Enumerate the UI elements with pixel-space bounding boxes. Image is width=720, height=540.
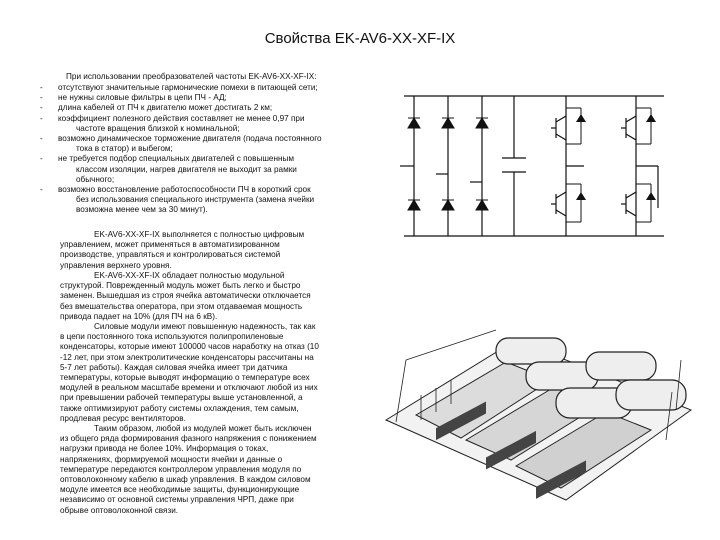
- page-title: Свойства EK-AV6-XX-XF-IX: [264, 30, 456, 47]
- paragraph-modular-structure: EK-AV6-XX-XF-IX обладает полностью модульной структурой. Поврежденный модуль может быть легко и быстро заменен. Вышедшая из строя ячейка автоматически отключается без вмешательства оператора, при этом отдаваемая мощность привода падает на 10% (для ПЧ на 6 кВ).: [60, 271, 311, 321]
- list-item-continuation: обычного;: [76, 174, 115, 184]
- paragraph-power-modules: Силовые модули имеют повышенную надежность, так как в цепи постоянного тока используются полипропиленовые конденсаторы, которые имеют 100000 часов наработку на отказ (10 -12 лет, при этом электролитические конденсаторы рассчитаны на 5-7 лет работы). Каждая силовая ячейка имеет три датчика температуры, которые выводят информацию о температуре всех модулей в реальном масштабе времени и отключают любой из них при превышении рабочей температуры выше установленной, а также оптимизируют работу системы охлаждения, тем самым, продлевая ресурс вентиляторов.: [60, 322, 319, 423]
- list-item-continuation: возможна менее чем за 30 минут).: [76, 205, 208, 215]
- list-item-continuation: тока в статор) и выбегом;: [76, 144, 173, 154]
- list-item: - не требуется подбор специальных двигателей с повышенным: [40, 154, 295, 164]
- bullet-list: [40, 83, 376, 216]
- list-item: - возможно динамическое торможение двигателя (подача постоянного: [40, 134, 322, 144]
- list-item-continuation: частоте вращения близкой к номинальной;: [76, 123, 240, 133]
- list-item: - коэффициент полезного действия составляет не менее 0,97 при: [40, 113, 305, 123]
- list-item: - отсутствуют значительные гармонические помехи в питающей сети;: [40, 83, 318, 92]
- list-item-continuation: классом изоляции, нагрев двигателя не выходит за рамки: [76, 164, 297, 174]
- paragraph-digital-control: EK-AV6-XX-XF-IX выполняется с полностью цифровым управлением, может применяться в автоматизированном производстве, управляться и контролироваться системой управления верхнего уровня.: [60, 230, 305, 270]
- list-item: - не нужны силовые фильтры в цепи ПЧ - АД;: [40, 93, 227, 103]
- intro-block: [40, 72, 370, 82]
- list-item: - возможно восстановление работоспособности ПЧ в короткий срок: [40, 185, 311, 195]
- paragraph-conclusion: Таким образом, любой из модулей может быть исключен из общего ряда формирования фазного напряжения с понижением нагрузки привода не более 10%. Информация о токах, напряжениях, формируемой мощности ячейки и данные о температуре передаются контроллером управления модуля по оптоволоконному кабелю в шкаф управления. В каждом силовом модуле имеется все необходимые защиты, функционирующие независимо от основной системы управления ЧРП, даже при обрыве оптоволоконной связи.: [60, 424, 317, 515]
- power-cell-circuit-diagram: [396, 78, 678, 250]
- power-module-photo: [376, 300, 698, 505]
- list-item-continuation: без использования специального инструмента (замена ячейки: [76, 195, 315, 205]
- intro-text: При использовании преобразователей частоты EK-AV6-XX-XF-IX:: [66, 72, 317, 81]
- list-item: - длина кабелей от ПЧ к двигателю может достигать 2 км;: [40, 103, 273, 113]
